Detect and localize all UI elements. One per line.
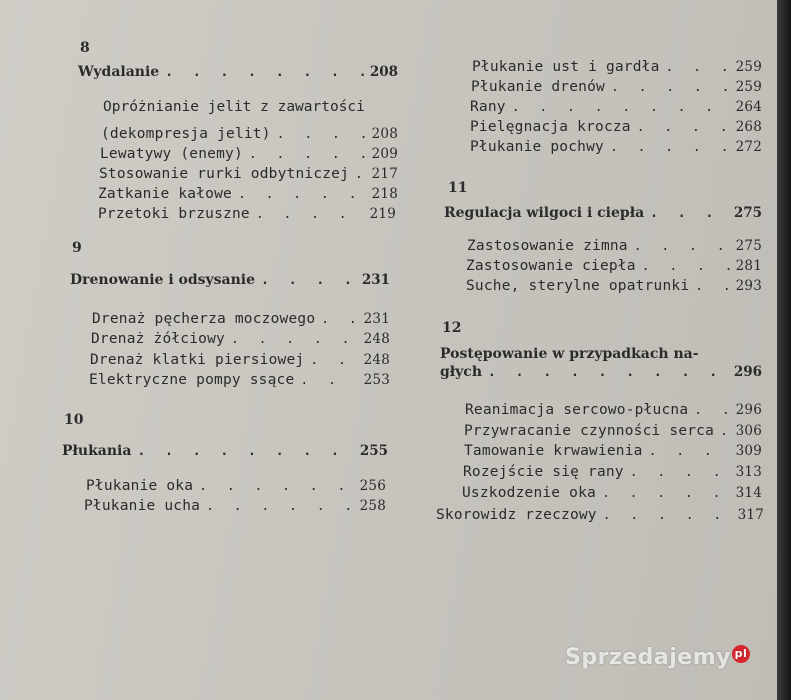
toc-entry-text: Skorowidz rzeczowy <box>436 507 597 523</box>
leader-dots <box>650 206 728 221</box>
leader-dots <box>261 273 356 288</box>
leader-dots <box>231 332 358 347</box>
chapter-title-row <box>78 64 398 80</box>
leader-dots <box>642 259 730 274</box>
leader-dots <box>256 207 364 222</box>
chapter-number: 12 <box>442 320 462 336</box>
page-edge-shadow <box>777 0 791 700</box>
toc-entry <box>470 139 762 155</box>
leader-dots <box>206 499 354 514</box>
leader-dots <box>249 147 366 162</box>
leader-dots <box>238 187 366 202</box>
page-number: 314 <box>735 485 762 501</box>
leader-dots <box>695 279 729 294</box>
chapter-title: Drenowanie i odsysanie <box>70 272 256 288</box>
page-number: 275 <box>733 205 762 221</box>
toc-entry-text: Płukanie oka <box>86 478 194 494</box>
toc-entry-text: Płukanie ucha <box>84 498 201 514</box>
leader-dots <box>199 479 353 494</box>
page-number: 268 <box>735 119 762 135</box>
leader-dots <box>488 365 728 380</box>
chapter-title-row <box>444 205 762 221</box>
toc-entry <box>466 278 762 294</box>
page-number: 317 <box>737 507 764 523</box>
leader-dots <box>666 60 730 75</box>
toc-entry-text: Elektryczne pompy ssące <box>89 372 295 388</box>
page-number: 272 <box>735 139 762 155</box>
toc-entry-text: Drenaż klatki piersiowej <box>90 352 305 368</box>
leader-dots <box>611 80 730 95</box>
page-number: 275 <box>735 238 762 254</box>
page-number: 259 <box>735 79 762 95</box>
page-number: 255 <box>359 443 388 459</box>
watermark-badge: pl <box>732 645 750 663</box>
page-number: 313 <box>735 464 762 480</box>
toc-entry <box>101 126 398 142</box>
leader-dots <box>603 508 732 523</box>
toc-entry-text: Płukanie pochwy <box>470 139 604 155</box>
page-number: 296 <box>733 364 762 380</box>
toc-entry-text: Reanimacja sercowo-płucna <box>465 402 689 418</box>
chapter-number: 8 <box>80 40 90 56</box>
toc-entry <box>464 423 762 439</box>
toc-entry-text: Stosowanie rurki odbytniczej <box>99 166 350 182</box>
leader-dots <box>694 403 729 418</box>
page-number: 293 <box>735 278 762 294</box>
watermark-text: Sprzedajemy <box>565 645 731 670</box>
page-number: 309 <box>735 443 762 459</box>
index-entry <box>436 507 764 523</box>
chapter-number: 11 <box>448 180 468 196</box>
toc-entry-text: Pielęgnacja krocza <box>470 119 631 135</box>
toc-entry <box>463 464 762 480</box>
toc-entry <box>92 311 390 327</box>
chapter-title-row <box>62 443 388 459</box>
toc-entry <box>470 99 762 115</box>
page-number: 219 <box>369 206 396 222</box>
toc-entry-text: Drenaż pęcherza moczowego <box>92 311 316 327</box>
page-number: 256 <box>359 478 386 494</box>
leader-dots <box>649 444 730 459</box>
toc-entry <box>90 352 390 368</box>
toc-entry-text: Opróżnianie jelit z zawartości <box>103 99 365 115</box>
page-number: 306 <box>735 423 762 439</box>
page-number: 259 <box>735 59 762 75</box>
toc-entry-text: Płukanie drenów <box>471 79 605 95</box>
leader-dots <box>300 373 357 388</box>
page-number: 248 <box>363 352 390 368</box>
chapter-number: 9 <box>72 240 82 256</box>
page-number: 209 <box>371 146 398 162</box>
toc-entry <box>466 258 762 274</box>
page-number: 208 <box>369 64 398 80</box>
toc-entry <box>98 206 396 222</box>
page-number: 281 <box>735 258 762 274</box>
page-number: 217 <box>371 166 398 182</box>
toc-entry <box>91 331 390 347</box>
toc-entry-text: Płukanie ust i gardła <box>472 59 660 75</box>
toc-entry <box>84 498 386 514</box>
toc-entry <box>99 166 398 182</box>
toc-entry-text: Zastosowanie ciepła <box>466 258 636 274</box>
toc-entry <box>472 59 762 75</box>
page-number: 248 <box>363 331 390 347</box>
toc-entry-text: Suche, sterylne opatrunki <box>466 278 690 294</box>
toc-entry-text: Tamowanie krwawienia <box>464 443 643 459</box>
leader-dots <box>634 239 730 254</box>
leader-dots <box>165 65 364 80</box>
toc-entry <box>465 402 762 418</box>
page-number: 253 <box>363 372 390 388</box>
leader-dots <box>630 465 730 480</box>
leader-dots <box>637 120 730 135</box>
toc-entry <box>86 478 386 494</box>
toc-entry-text: Drenaż żółciowy <box>91 331 225 347</box>
page-number: 218 <box>371 186 398 202</box>
chapter-title: Wydalanie <box>78 64 160 80</box>
toc-entry-text: Rozejście się rany <box>463 464 624 480</box>
toc-entry <box>464 443 762 459</box>
chapter-title-row <box>70 272 390 288</box>
page-number: 296 <box>735 402 762 418</box>
toc-entry-text: Zatkanie kałowe <box>98 186 232 202</box>
toc-entry <box>470 119 762 135</box>
leader-dots <box>277 127 366 142</box>
chapter-title-line: Postępowanie w przypadkach na- <box>440 346 699 362</box>
leader-dots <box>355 167 366 182</box>
toc-entry-text: (dekompresja jelit) <box>101 126 271 142</box>
toc-entry <box>471 79 762 95</box>
page-number: 208 <box>371 126 398 142</box>
toc-entry-text: Rany <box>470 99 506 115</box>
chapter-number: 10 <box>64 412 84 428</box>
leader-dots <box>512 100 730 115</box>
toc-entry <box>467 238 762 254</box>
toc-entry <box>462 485 762 501</box>
toc-entry <box>98 186 398 202</box>
toc-entry-text: Przywracanie czynności serca <box>464 423 715 439</box>
toc-entry-text: Zastosowanie zimna <box>467 238 628 254</box>
toc-entry-text: Lewatywy (enemy) <box>100 146 243 162</box>
chapter-title: Płukania <box>62 443 132 459</box>
toc-entry <box>89 372 390 388</box>
leader-dots <box>720 424 730 439</box>
page-number: 231 <box>363 311 390 327</box>
chapter-title: głych <box>440 364 483 380</box>
leader-dots <box>321 312 357 327</box>
page-number: 264 <box>735 99 762 115</box>
toc-entry-text: Uszkodzenie oka <box>462 485 596 501</box>
chapter-title-row <box>440 364 762 380</box>
page-number: 258 <box>359 498 386 514</box>
leader-dots <box>137 444 353 459</box>
leader-dots <box>610 140 730 155</box>
chapter-title: Regulacja wilgoci i ciepła <box>444 205 645 221</box>
leader-dots <box>310 353 357 368</box>
leader-dots <box>602 486 730 501</box>
watermark <box>565 645 750 670</box>
toc-entry-text: Przetoki brzuszne <box>98 206 250 222</box>
page-number: 231 <box>361 272 390 288</box>
toc-entry <box>100 146 398 162</box>
